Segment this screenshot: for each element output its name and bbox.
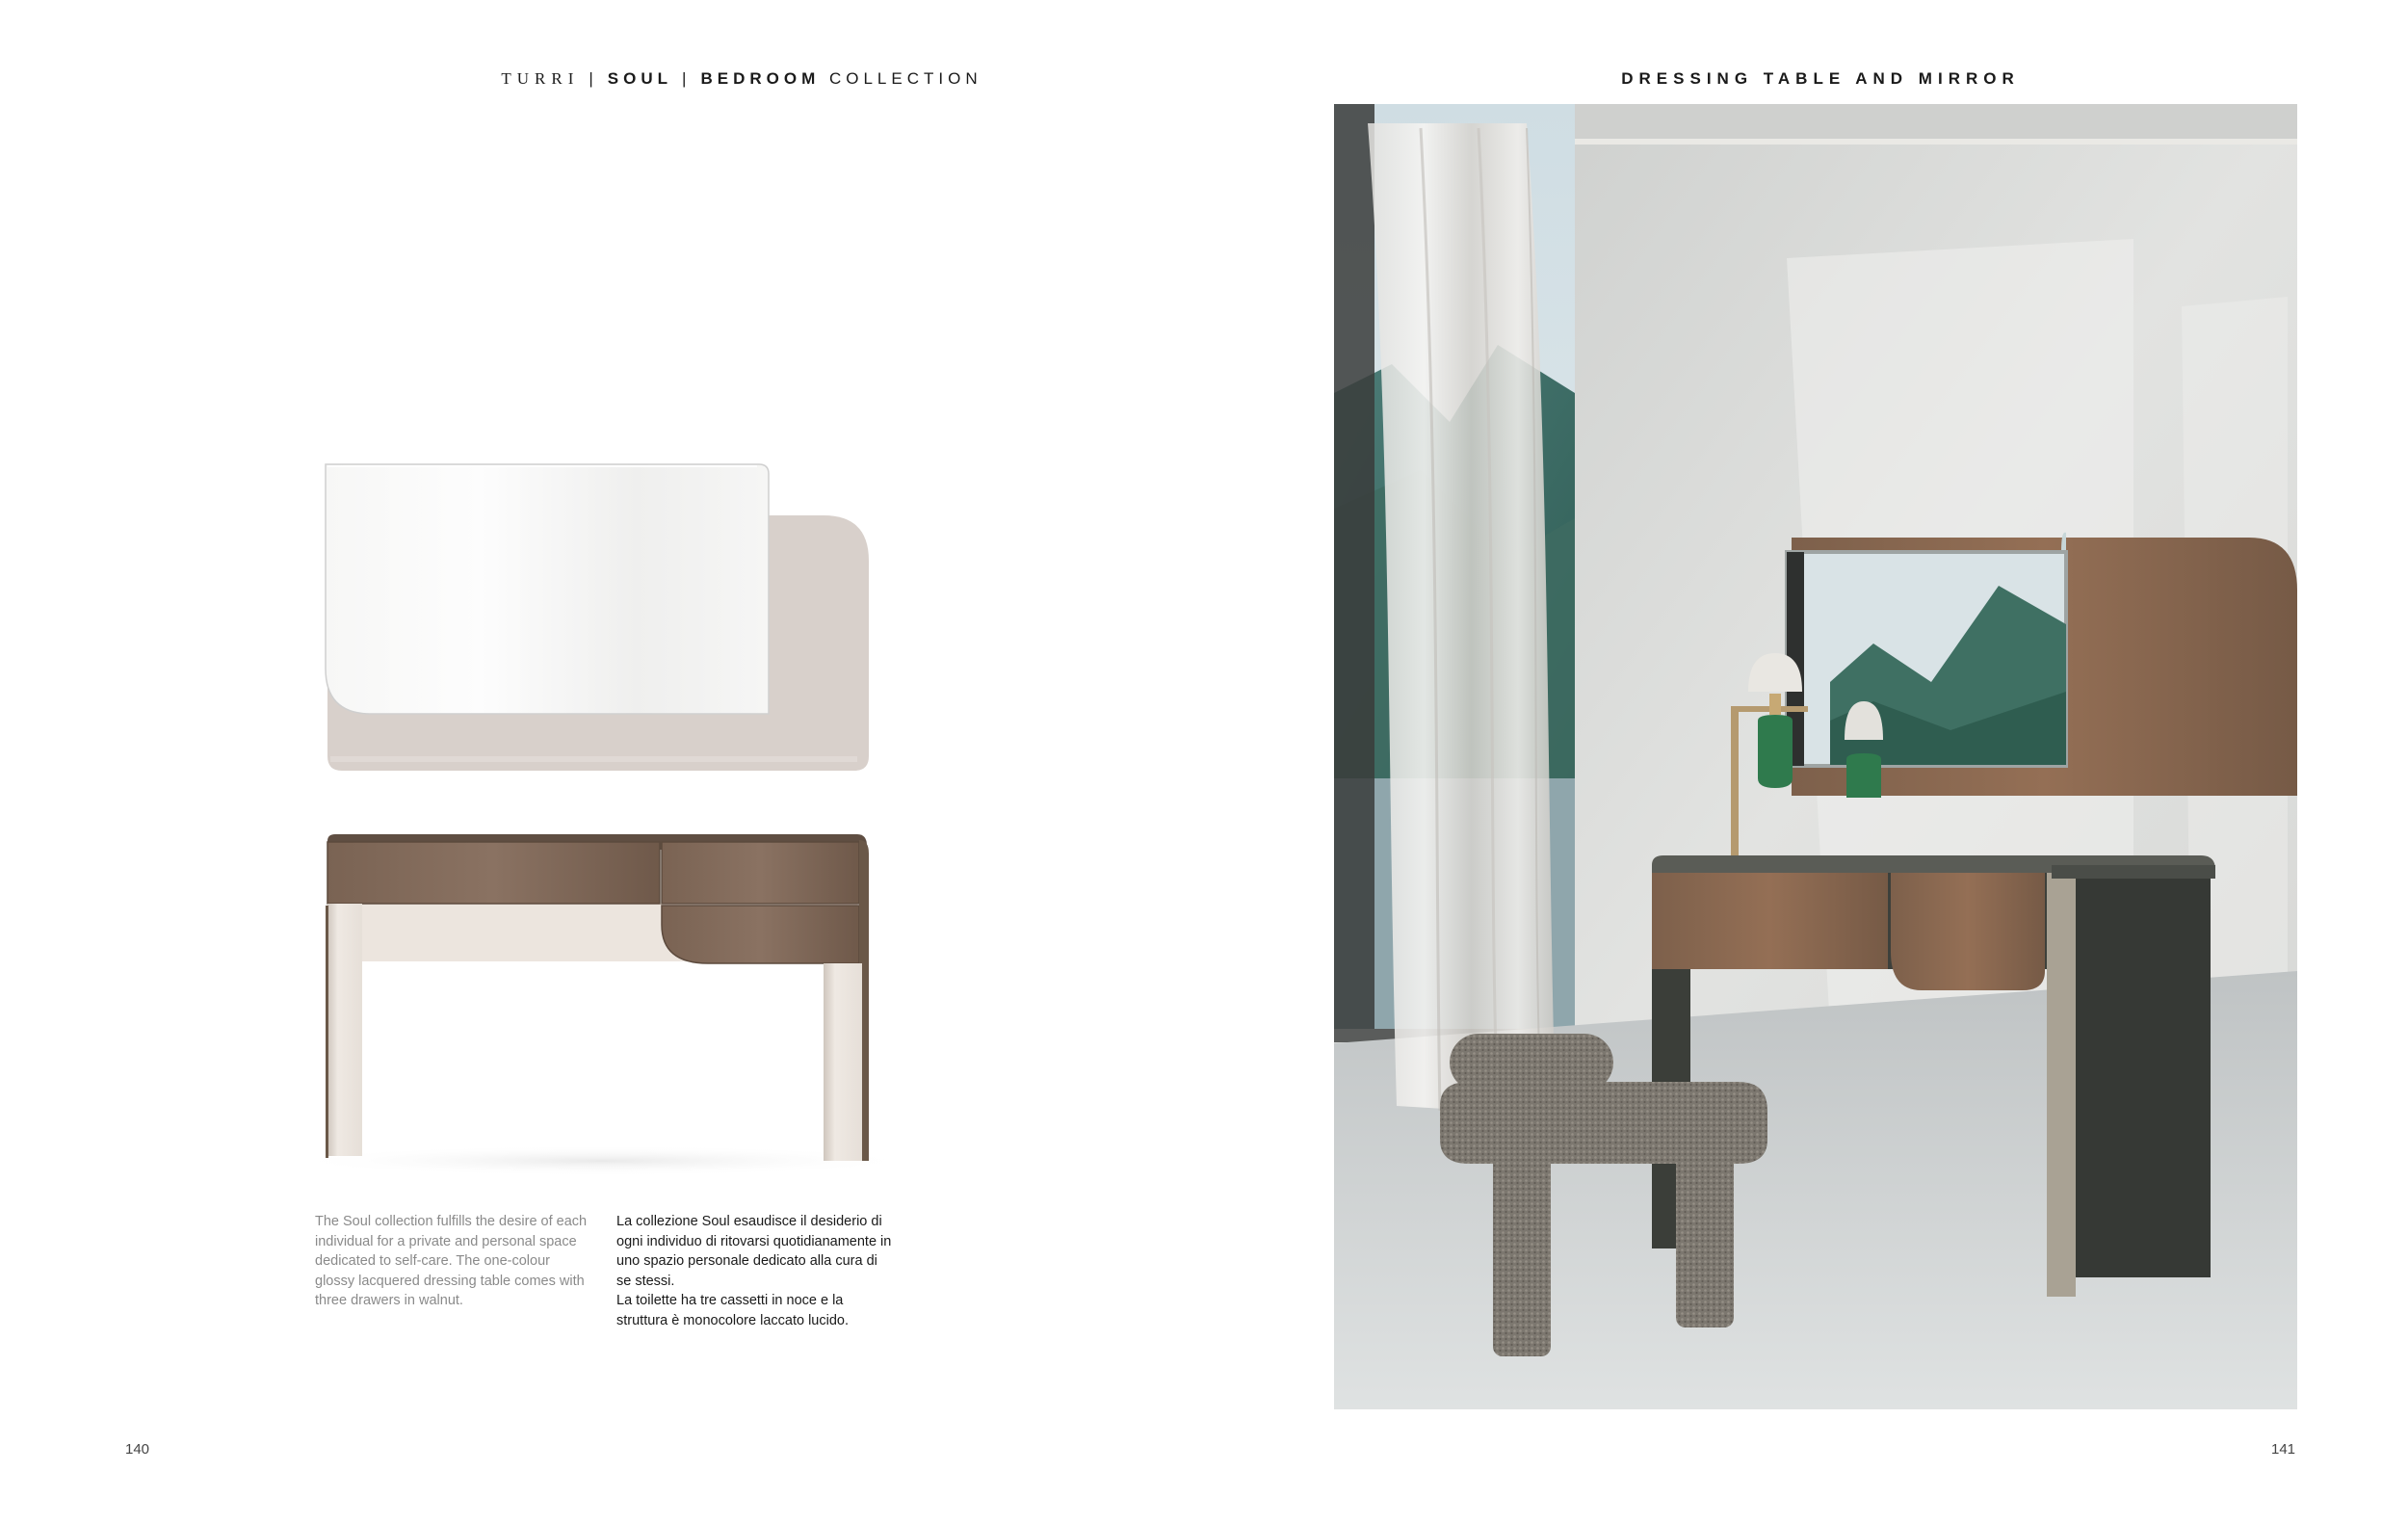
collection-header	[366, 69, 1117, 89]
description-italian-paragraph-1: La collezione Soul esaudisce il desiderio di ogni individuo di ritovarsi quotidianamente in uno spazio personale dedicato alla cura di se stessi.	[616, 1214, 892, 1289]
photo-drawer-right	[1891, 873, 2045, 990]
description-italian	[616, 1212, 896, 1330]
collection-name: SOUL	[607, 69, 673, 88]
collection-word: COLLECTION	[828, 69, 982, 88]
page-title: DRESSING TABLE AND MIRROR	[1621, 69, 2020, 88]
header-divider: |	[589, 69, 598, 88]
room-photo	[1334, 104, 2297, 1409]
table-leg-left	[327, 904, 362, 1156]
wall-mirror	[1787, 533, 2066, 766]
photo-drawer-left	[1652, 873, 1888, 969]
header-divider: |	[682, 69, 692, 88]
description-italian-paragraph-2: La toilette ha tre cassetti in noce e la struttura è monocolore laccato lucido.	[616, 1293, 849, 1328]
room-name: BEDROOM	[700, 69, 821, 88]
drawer-right-top	[662, 842, 859, 904]
page-number-right: 141	[2271, 1441, 2296, 1458]
window-frame	[1334, 104, 1374, 1029]
description-english: The Soul collection fulfills the desire of each individual for a private and personal space dedicated to self-care. The one-colour glossy lacquered dressing table comes with three drawers in walnut.	[315, 1214, 588, 1308]
brand-name: TURRI	[501, 69, 580, 88]
table-leg-right	[824, 963, 862, 1161]
mirror	[326, 464, 769, 714]
dressing-table	[326, 834, 869, 1161]
product-illustration	[270, 453, 944, 1185]
sheer-curtain	[1368, 123, 1556, 1116]
drawer-left	[327, 842, 660, 904]
drawer-right-bottom	[662, 906, 859, 963]
page-number-left: 140	[125, 1441, 150, 1458]
